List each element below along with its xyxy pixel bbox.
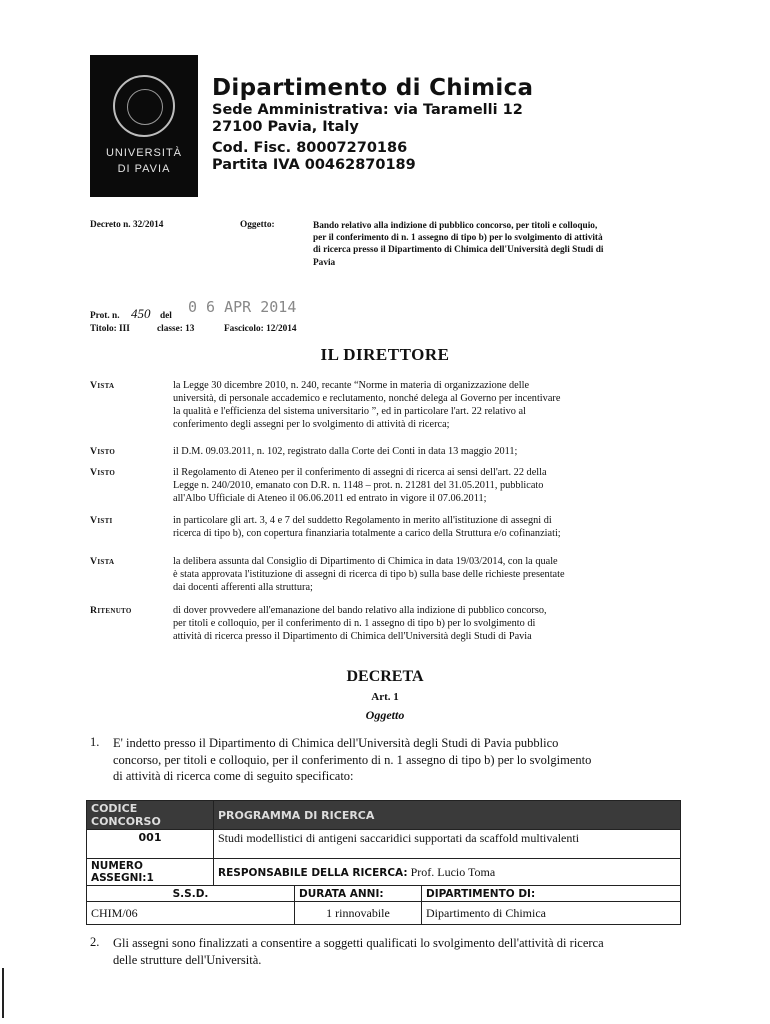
premise-label: Vista <box>90 556 115 567</box>
premise-text: il D.M. 09.03.2011, n. 102, registrato dalla Corte dei Conti in data 13 maggio 2011; <box>173 446 518 457</box>
premise-label: Visti <box>90 515 113 526</box>
fiscal-code: Cod. Fisc. 80007270186 <box>212 140 408 156</box>
oggetto-text: Bando relativo alla indizione di pubblico concorso, per titoli e colloquio, per il conferimento di n. 1 assegno di tipo b) per lo svolgimento di attività di ricerca presso il Dipartimento di Chimica dell'Università degli Studi di Pavia <box>313 221 604 268</box>
premise-label: Visto <box>90 446 116 457</box>
scan-mark <box>2 968 4 1018</box>
decree-number: Decreto n. 32/2014 <box>90 220 164 230</box>
prot-label: Prot. n. <box>90 311 120 321</box>
table-row <box>87 859 681 886</box>
logo-line-2: DI PAVIA <box>117 163 171 175</box>
classe: classe: 13 <box>157 324 195 334</box>
table-header-row <box>87 801 681 830</box>
header-dipartimento: DIPARTIMENTO DI: <box>422 886 681 902</box>
header-programma: PROGRAMMA DI RICERCA <box>214 801 681 830</box>
premise-text: il Regolamento di Ateneo per il conferimento di assegni di ricerca ai sensi dell'art. 22 della Legge n. 240/2010, emanato con D.R. n. 1148 – prot. n. 21281 del 31.05.2011, pubblicato all'Albo Ufficiale di Ateneo il 06.06.2011 ed entrato in vigore il 07.06.2011; <box>173 467 547 504</box>
department-name: Dipartimento di Chimica <box>212 75 534 101</box>
seal-icon <box>113 75 175 137</box>
header-codice: CODICE CONCORSO <box>87 801 214 830</box>
date-stamp: 0 6 APR 2014 <box>188 298 297 316</box>
ssd-value: CHIM/06 <box>87 902 295 925</box>
durata-value: 1 rinnovabile <box>295 902 422 925</box>
article-title: Oggetto <box>365 708 405 722</box>
competition-table <box>86 800 681 925</box>
logo-line-1: UNIVERSITÀ <box>105 147 182 159</box>
city-line: 27100 Pavia, Italy <box>212 119 359 135</box>
fascicolo: Fascicolo: 12/2014 <box>224 324 297 334</box>
premise-label: Visto <box>90 467 116 478</box>
premise-label: Vista <box>90 380 115 391</box>
vat-number: Partita IVA 00462870189 <box>212 157 416 173</box>
header-ssd: S.S.D. <box>87 886 295 902</box>
premise-text: di dover provvedere all'emanazione del bando relativo alla indizione di pubblico concorso, per titoli e colloquio, per il conferimento di n. 1 assegno di tipo b) per lo svolgimento di attività di ricerca presso il Dipartimento di Chimica dell'Università degli Studi di Pavia <box>173 605 547 642</box>
article-number: Art. 1 <box>371 691 399 703</box>
address-line: Sede Amministrativa: via Taramelli 12 <box>212 102 523 118</box>
codice-value: 001 <box>87 830 214 859</box>
premise-text: in particolare gli art. 3, 4 e 7 del suddetto Regolamento in merito all'istituzione di assegni di ricerca di tipo b), con copertura finanziaria totalmente a carico della Struttura e/o cofinanziati; <box>173 515 561 539</box>
item-text: E' indetto presso il Dipartimento di Chimica dell'Università degli Studi di Pavia pubblico concorso, per titoli e colloquio, per il conferimento di n. 1 assegno di tipo b) per lo svolgimento di attività di ricerca come di seguito specificato: <box>113 736 592 783</box>
prot-number: 450 <box>131 306 151 321</box>
programma-value: Studi modellistici di antigeni saccaridici supportati da scaffold multivalenti <box>214 830 681 859</box>
oggetto-label: Oggetto: <box>240 220 275 230</box>
decreta-heading: DECRETA <box>346 668 424 685</box>
item-number: 2. <box>90 935 100 949</box>
header-durata: DURATA ANNI: <box>295 886 422 902</box>
item-number: 1. <box>90 735 100 749</box>
titolo: Titolo: III <box>90 324 130 334</box>
table-row <box>87 886 681 902</box>
page-title: IL DIRETTORE <box>320 345 450 364</box>
table-row <box>87 830 681 859</box>
item-text: Gli assegni sono finalizzati a consentire a soggetti qualificati lo svolgimento dell'attività di ricerca delle strutture dell'Università. <box>113 936 604 967</box>
university-logo <box>90 55 198 197</box>
responsabile-value: Prof. Lucio Toma <box>410 864 496 879</box>
del-label: del <box>160 311 172 321</box>
dipartimento-value: Dipartimento di Chimica <box>422 902 681 925</box>
premise-label: Ritenuto <box>90 605 132 616</box>
premise-text: la Legge 30 dicembre 2010, n. 240, recante “Norme in materia di organizzazione delle università, di personale accademico e reclutamento, nonché delega al Governo per incentivare la qualità e l'efficienza del sistema universitario ”, ed in particolare l'art. 22 relativo al conferimento degli assegni per lo svolgimento di attività di ricerca; <box>173 380 561 430</box>
responsabile-label: RESPONSABILE DELLA RICERCA: <box>218 866 408 879</box>
numero-assegni: NUMERO ASSEGNI:1 <box>87 859 214 886</box>
responsabile-cell <box>214 859 681 886</box>
premise-text: la delibera assunta dal Consiglio di Dipartimento di Chimica in data 19/03/2014, con la quale è stata approvata l'istituzione di assegni di ricerca di tipo b) sulla base delle richieste presentate dai docenti afferenti alla struttura; <box>173 556 565 593</box>
table-row <box>87 902 681 925</box>
